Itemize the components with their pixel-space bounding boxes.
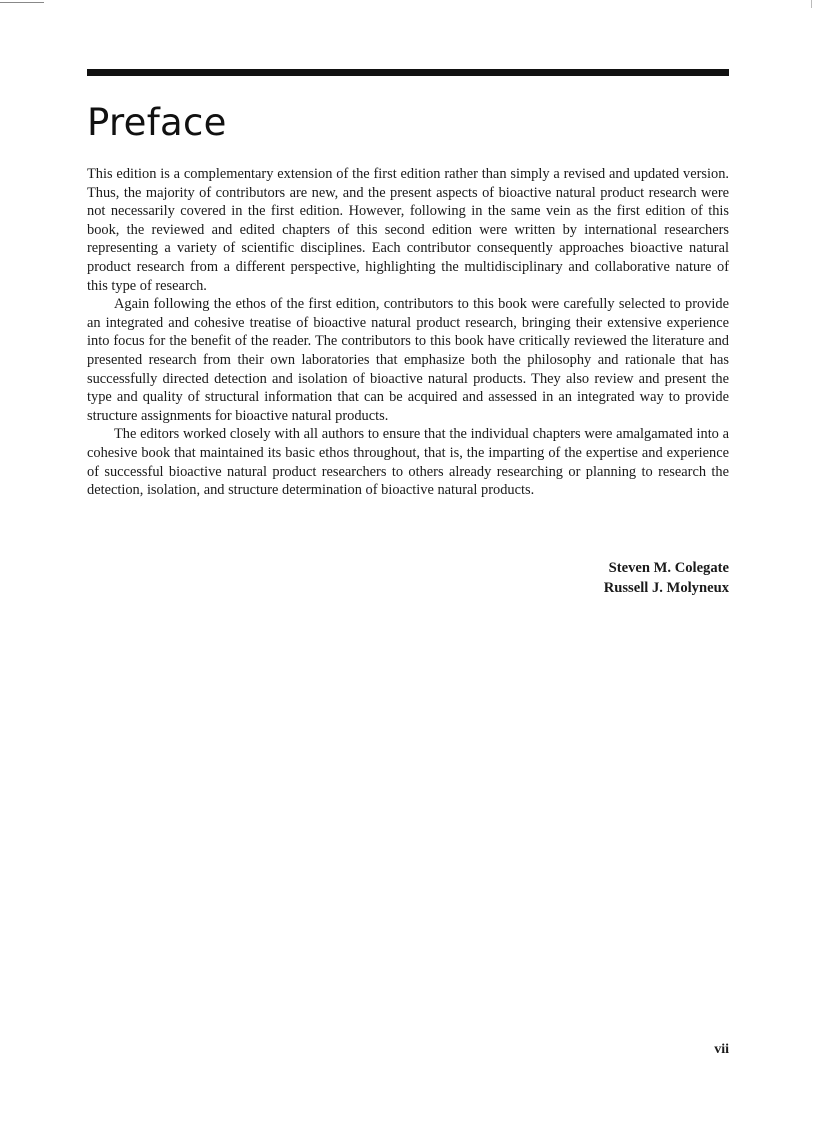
crop-mark [0, 0, 44, 3]
preface-body [87, 165, 729, 500]
editor-name-2: Russell J. Molyneux [603, 580, 729, 596]
chapter-top-rule [87, 69, 729, 76]
editor-signatures [604, 558, 729, 598]
crop-mark-right [811, 0, 816, 8]
paragraph-3: The editors worked closely with all authors to ensure that the individual chapters were amalgamated into a cohesive book that maintained its basic ethos throughout, that is, the imparting of the expertise and experience of successful bioactive natural product researchers to others already researching or planning to research the detection, isolation, and structure determination of bioactive natural products. [87, 426, 729, 499]
page-title: Preface [87, 101, 227, 144]
paragraph-1: This edition is a complementary extension of the first edition rather than simply a revised and updated version. Thus, the majority of contributors are new, and the present aspects of bioactive natural product research were not necessarily covered in the first edition. However, following in the same vein as the first edition of this book, the reviewed and edited chapters of this second edition were written by international researchers representing a variety of scientific disciplines. Each contributor consequently approaches bioactive natural product research from a different perspective, highlighting the multidisciplinary and collaborative nature of this type of research. [87, 166, 729, 294]
page-number: vii [714, 1042, 729, 1057]
editor-name-1: Steven M. Colegate [608, 560, 729, 576]
paragraph-2: Again following the ethos of the first edition, contributors to this book were carefully selected to provide an integrated and cohesive treatise of bioactive natural product research, bringing their extensive experience into focus for the benefit of the reader. The contributors to this book have critically reviewed the literature and presented research from their own laboratories that emphasize both the philosophy and rationale that has successfully directed detection and isolation of bioactive natural products. They also review and present the type and quality of structural information that can be acquired and assessed in an integrated way to provide structure assignments for bioactive natural products. [87, 296, 729, 424]
